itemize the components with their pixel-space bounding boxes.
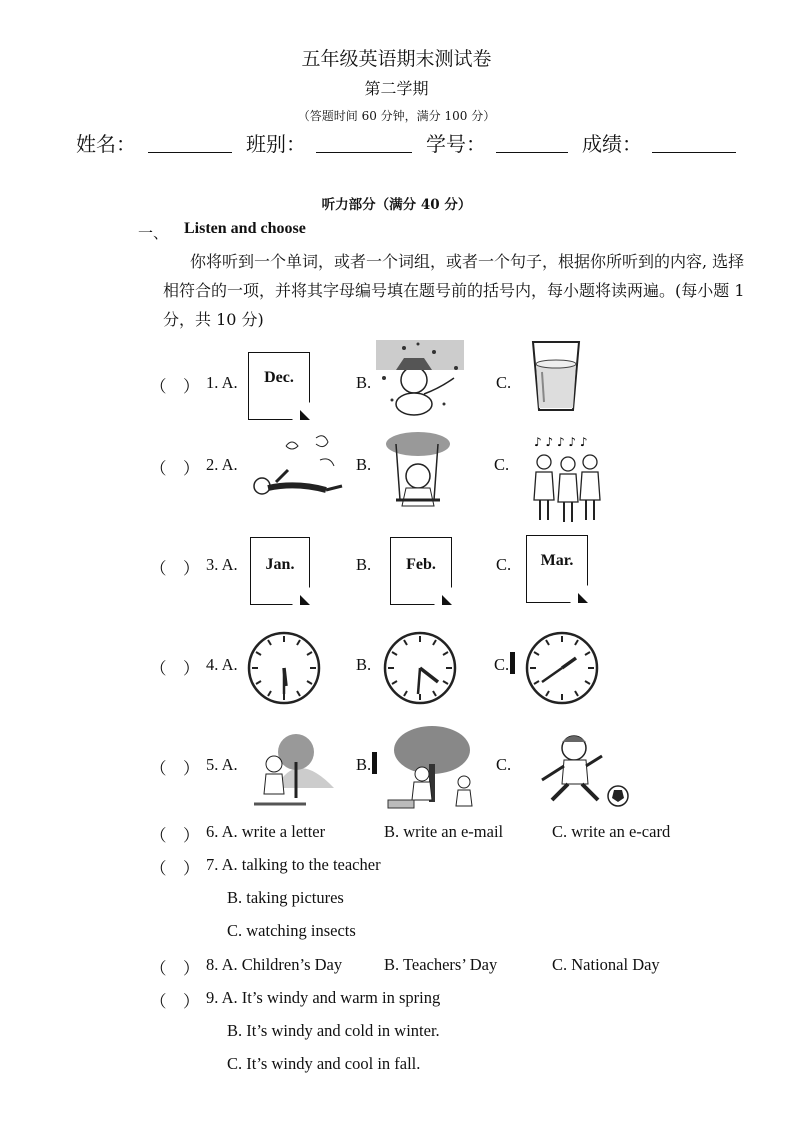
section-number: 一、 bbox=[138, 224, 169, 242]
planting-tree-picture bbox=[246, 728, 338, 810]
q5-label: 5. A. bbox=[206, 755, 238, 774]
q4-b-label: B. bbox=[356, 655, 372, 674]
q7-option-c: C. watching insects bbox=[227, 921, 356, 940]
playing-football-picture bbox=[528, 730, 632, 810]
q5-c-label: C. bbox=[496, 755, 512, 774]
q9-option-c: C. It’s windy and cool in fall. bbox=[227, 1054, 421, 1073]
swimming-picture bbox=[246, 430, 350, 502]
listening-header: 听力部分（满分 40 分） bbox=[321, 197, 472, 213]
section-instructions: 你将听到一个单词，或者一个词组，或者一个句子，根据你所听到的内容, 选择相符合的一项，并将其字母编号填在题号前的括号内，每小题将读两遍。(每小题 1 分，共 10 分) bbox=[163, 252, 745, 329]
q6-option-a: 6. A. write a letter bbox=[206, 822, 326, 841]
q3-card-a bbox=[250, 537, 310, 605]
glass-of-water-picture bbox=[530, 338, 582, 414]
q6-paren[interactable]: （ ） bbox=[150, 826, 200, 845]
clock-c-icon bbox=[524, 630, 600, 706]
q5-b-label: B. bbox=[356, 755, 372, 774]
q4-label: 4. A. bbox=[206, 655, 238, 674]
exam-title: 五年级英语期末测试卷 bbox=[301, 48, 492, 70]
picking-fruit-picture bbox=[384, 724, 480, 814]
snowman-picture bbox=[374, 338, 466, 418]
q8-option-a: 8. A. Children’s Day bbox=[206, 955, 343, 974]
q2-b-label: B. bbox=[356, 455, 372, 474]
q4-marker-bar bbox=[510, 652, 515, 674]
q8-paren[interactable]: （ ） bbox=[150, 959, 200, 978]
name-label: 姓名： bbox=[76, 132, 136, 156]
q1-b-label: B. bbox=[356, 373, 372, 392]
q2-c-label: C. bbox=[494, 455, 510, 474]
svg-text:♪ ♪ ♪ ♪ ♪: ♪ ♪ ♪ ♪ ♪ bbox=[534, 435, 588, 449]
q7-option-b: B. taking pictures bbox=[227, 888, 344, 907]
q4-paren[interactable]: （ ） bbox=[150, 659, 200, 678]
q3-card-a-text: Jan. bbox=[265, 556, 295, 573]
score-label: 成绩： bbox=[582, 132, 642, 156]
q5-marker-bar bbox=[372, 752, 377, 774]
q1-c-label: C. bbox=[496, 373, 512, 392]
card-fold bbox=[300, 410, 310, 420]
clock-a-icon bbox=[246, 630, 322, 706]
singing-children-picture bbox=[528, 432, 604, 524]
q4-c-label: C. bbox=[494, 655, 510, 674]
card-fold bbox=[300, 595, 310, 605]
q5-paren[interactable]: （ ） bbox=[150, 759, 200, 778]
number-label: 学号： bbox=[426, 132, 486, 156]
exam-note: （答题时间 60 分钟，满分 100 分） bbox=[297, 109, 496, 123]
q3-card-b-text: Feb. bbox=[406, 556, 436, 573]
q7-paren[interactable]: （ ） bbox=[150, 859, 200, 878]
q9-option-b: B. It’s windy and cold in winter. bbox=[227, 1021, 440, 1040]
q1-paren[interactable]: （ ） bbox=[150, 377, 200, 396]
swing-picture bbox=[376, 430, 460, 516]
q3-card-c bbox=[526, 535, 588, 603]
q3-card-b bbox=[390, 537, 452, 605]
student-info-row bbox=[76, 128, 756, 158]
section-title: Listen and choose bbox=[184, 220, 306, 237]
class-label: 班别： bbox=[246, 132, 306, 156]
card-fold bbox=[442, 595, 452, 605]
q2-paren[interactable]: （ ） bbox=[150, 459, 200, 478]
class-blank[interactable] bbox=[316, 152, 412, 153]
q2-label: 2. A. bbox=[206, 455, 238, 474]
card-fold bbox=[578, 593, 588, 603]
q1-card-a bbox=[248, 352, 310, 420]
q3-label: 3. A. bbox=[206, 555, 238, 574]
q6-option-b: B. write an e-mail bbox=[384, 822, 504, 841]
score-blank[interactable] bbox=[652, 152, 736, 153]
q1-card-a-text: Dec. bbox=[264, 369, 294, 386]
name-blank[interactable] bbox=[148, 152, 232, 153]
q9-option-a: 9. A. It’s windy and warm in spring bbox=[206, 988, 441, 1007]
clock-b-icon bbox=[382, 630, 458, 706]
q1-label: 1. A. bbox=[206, 373, 238, 392]
q3-paren[interactable]: （ ） bbox=[150, 559, 200, 578]
q9-paren[interactable]: （ ） bbox=[150, 992, 200, 1011]
q3-b-label: B. bbox=[356, 555, 372, 574]
q8-option-c: C. National Day bbox=[552, 955, 660, 974]
exam-subtitle: 第二学期 bbox=[364, 79, 429, 98]
q6-option-c: C. write an e-card bbox=[552, 822, 671, 841]
q3-card-c-text: Mar. bbox=[540, 552, 574, 569]
q8-option-b: B. Teachers’ Day bbox=[384, 955, 498, 974]
q7-option-a: 7. A. talking to the teacher bbox=[206, 855, 381, 874]
q3-c-label: C. bbox=[496, 555, 512, 574]
number-blank[interactable] bbox=[496, 152, 568, 153]
